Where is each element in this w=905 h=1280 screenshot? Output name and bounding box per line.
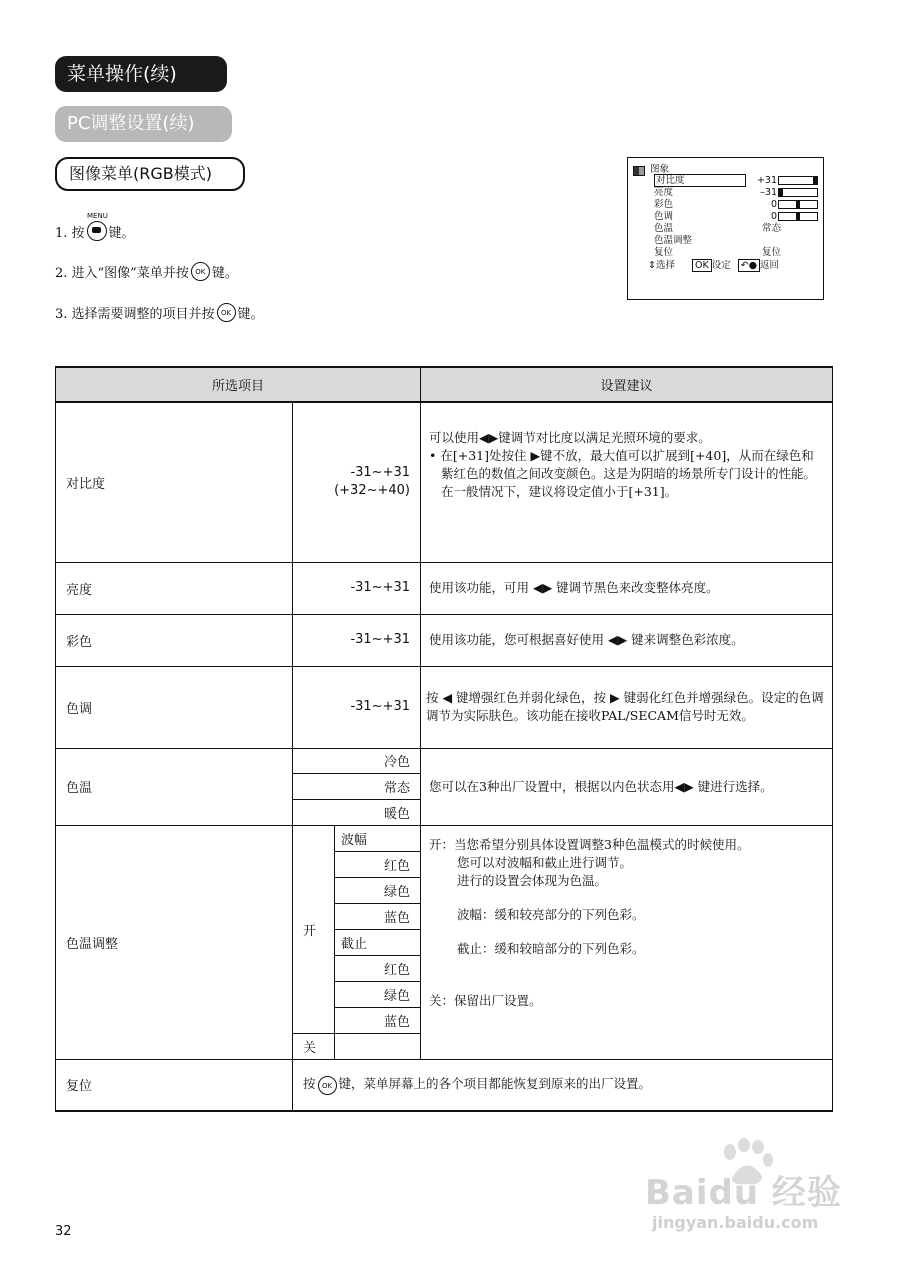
osd-value-color-temp: 常态 bbox=[762, 223, 782, 234]
osd-nav-bar bbox=[648, 260, 779, 272]
osd-item-tint: 色调 bbox=[654, 211, 674, 222]
step-1-text: 1. 按 bbox=[55, 225, 85, 241]
gain-green: 绿色 bbox=[335, 877, 421, 903]
osd-bar-marker bbox=[796, 201, 800, 208]
osd-nav-select: 选择 bbox=[655, 260, 675, 271]
osd-bar-brightness bbox=[778, 188, 818, 197]
step-3 bbox=[55, 303, 264, 322]
advice-contrast-bullet: • 在[+31]处按住 ▶键不放，最大值可以扩展到[+40]，从而在绿色和紫红色的数值之间改变颜色。这是为阴暗的场景所专门设计的性能。在一般情况下，建议将设定值小于[+31]。 bbox=[429, 448, 817, 499]
table-row-reset bbox=[56, 1059, 833, 1111]
watermark-url: jingyan.baidu.com bbox=[652, 1213, 819, 1232]
osd-item-color-temp: 色温 bbox=[654, 223, 674, 234]
column-header-item: 所选项目 bbox=[56, 367, 421, 402]
ok-button-icon: OK bbox=[217, 303, 236, 322]
osd-menu-preview bbox=[627, 157, 824, 300]
ok-button-icon: OK bbox=[318, 1076, 337, 1095]
advice-color-temp: 您可以在3种出厂设置中，根据以内色状态用◀▶ 键进行选择。 bbox=[421, 748, 833, 825]
advice-contrast-line1: 可以使用◀▶键调节对比度以满足光照环境的要求。 bbox=[429, 430, 711, 445]
advice-reset-pre: 按 bbox=[303, 1075, 316, 1091]
sub-gain: 波幅 bbox=[335, 825, 421, 851]
osd-value-color: 0 bbox=[770, 199, 777, 210]
option-warm: 暖色 bbox=[293, 799, 421, 825]
item-name-contrast: 对比度 bbox=[56, 402, 293, 562]
item-name-color-temp-adj: 色温调整 bbox=[56, 825, 293, 1059]
advice-cutoff: 截止：缓和较暗部分的下列色彩。 bbox=[457, 940, 645, 956]
page-number: 32 bbox=[55, 1224, 72, 1239]
advice-contrast bbox=[421, 402, 833, 562]
sub-cutoff: 截止 bbox=[335, 929, 421, 955]
osd-item-brightness: 亮度 bbox=[654, 187, 674, 198]
advice-brightness: 使用该功能，可用 ◀▶ 键调节黑色来改变整体亮度。 bbox=[421, 562, 833, 614]
osd-title: 图象 bbox=[650, 164, 670, 175]
advice-color-temp-adj bbox=[421, 825, 833, 1059]
baidu-jingyan-watermark: Baidu 经验 bbox=[645, 1173, 842, 1213]
gain-red: 红色 bbox=[335, 851, 421, 877]
return-button-icon: ↶● bbox=[738, 259, 760, 272]
advice-gain: 波幅：缓和较亮部分的下列色彩。 bbox=[457, 906, 645, 922]
step-3-text: 3. 选择需要调整的项目并按 bbox=[55, 307, 215, 322]
advice-off: 关：保留出厂设置。 bbox=[429, 992, 542, 1008]
item-name-reset: 复位 bbox=[56, 1059, 293, 1111]
subsection-header-pc-adjust: PC调整设置(续) bbox=[55, 106, 232, 142]
osd-bar-marker bbox=[796, 213, 800, 220]
option-off: 关 bbox=[293, 1033, 335, 1059]
osd-bar-marker bbox=[779, 189, 783, 196]
cutoff-red: 红色 bbox=[335, 955, 421, 981]
range-contrast-main: -31~+31 bbox=[350, 465, 410, 481]
range-brightness: -31~+31 bbox=[293, 562, 421, 614]
item-name-color-temp: 色温 bbox=[56, 748, 293, 825]
table-row-contrast bbox=[56, 402, 833, 562]
option-on: 开 bbox=[293, 825, 335, 1033]
osd-value-contrast: +31 bbox=[756, 175, 777, 186]
osd-item-color-temp-adj: 色温调整 bbox=[654, 235, 693, 246]
item-name-color: 彩色 bbox=[56, 614, 293, 666]
table-row-color-temp-adj bbox=[56, 825, 833, 851]
osd-value-reset: 复位 bbox=[762, 247, 782, 258]
up-down-arrows-icon: ⇕ bbox=[648, 260, 656, 271]
range-contrast-extended: (+32~+40) bbox=[334, 483, 410, 499]
table-row-color-temp bbox=[56, 748, 833, 773]
gain-blue: 蓝色 bbox=[335, 903, 421, 929]
advice-color: 使用该功能，您可根据喜好使用 ◀▶ 键来调整色彩浓度。 bbox=[421, 614, 833, 666]
option-normal: 常态 bbox=[293, 773, 421, 799]
step-2 bbox=[55, 262, 238, 281]
cutoff-blue: 蓝色 bbox=[335, 1007, 421, 1033]
column-header-advice: 设置建议 bbox=[421, 367, 833, 402]
advice-reset bbox=[293, 1059, 833, 1111]
osd-bar-color bbox=[778, 200, 818, 209]
osd-item-color: 彩色 bbox=[654, 199, 674, 210]
advice-tint: 按 ◀ 键增强红色并弱化绿色，按 ▶ 键弱化红色并增强绿色。设定的色调调节为实际肤色。该功能在接收PAL/SECAM信号时无效。 bbox=[421, 666, 833, 748]
osd-value-brightness: –31 bbox=[760, 187, 777, 198]
step-2-text: 2. 进入“图像”菜单并按 bbox=[55, 266, 189, 281]
table-row-brightness bbox=[56, 562, 833, 614]
osd-item-reset: 复位 bbox=[654, 247, 674, 258]
advice-on-line3: 进行的设置会体现为色温。 bbox=[457, 872, 608, 888]
image-menu-rgb-title: 图像菜单(RGB模式) bbox=[55, 157, 245, 191]
step-3-suffix: 键。 bbox=[237, 307, 264, 322]
item-name-brightness: 亮度 bbox=[56, 562, 293, 614]
ok-button-icon: OK bbox=[191, 262, 210, 281]
osd-item-contrast bbox=[654, 175, 746, 187]
step-1 bbox=[55, 221, 135, 241]
osd-nav-return: 返回 bbox=[760, 260, 780, 271]
osd-value-tint: 0 bbox=[770, 211, 777, 222]
settings-table bbox=[55, 366, 833, 1112]
step-2-suffix: 键。 bbox=[211, 266, 238, 281]
osd-bar-tint bbox=[778, 212, 818, 221]
osd-nav-set: 设定 bbox=[711, 260, 731, 271]
range-color: -31~+31 bbox=[293, 614, 421, 666]
menu-button-icon bbox=[87, 221, 107, 241]
advice-on-line1: 开：当您希望分别具体设置调整3种色温模式的时候使用。 bbox=[429, 836, 750, 852]
menu-button-label: MENU bbox=[87, 212, 108, 220]
advice-reset-text: 键，菜单屏幕上的各个项目都能恢复到原来的出厂设置。 bbox=[338, 1075, 652, 1091]
table-row-tint bbox=[56, 666, 833, 748]
table-row-color bbox=[56, 614, 833, 666]
option-cool: 冷色 bbox=[293, 748, 421, 773]
range-tint: -31~+31 bbox=[293, 666, 421, 748]
picture-menu-icon bbox=[633, 166, 645, 176]
osd-bar-contrast bbox=[778, 176, 818, 185]
step-1-suffix: 键。 bbox=[108, 225, 135, 241]
osd-ok-box: OK bbox=[692, 259, 712, 272]
section-header-menu-operation: 菜单操作(续) bbox=[55, 56, 227, 92]
item-name-tint: 色调 bbox=[56, 666, 293, 748]
range-contrast bbox=[293, 402, 421, 562]
cutoff-green: 绿色 bbox=[335, 981, 421, 1007]
osd-bar-marker bbox=[813, 177, 817, 184]
osd-item-contrast-label: 对比度 bbox=[654, 174, 746, 187]
advice-on-line2: 您可以对波幅和截止进行调节。 bbox=[457, 854, 633, 870]
